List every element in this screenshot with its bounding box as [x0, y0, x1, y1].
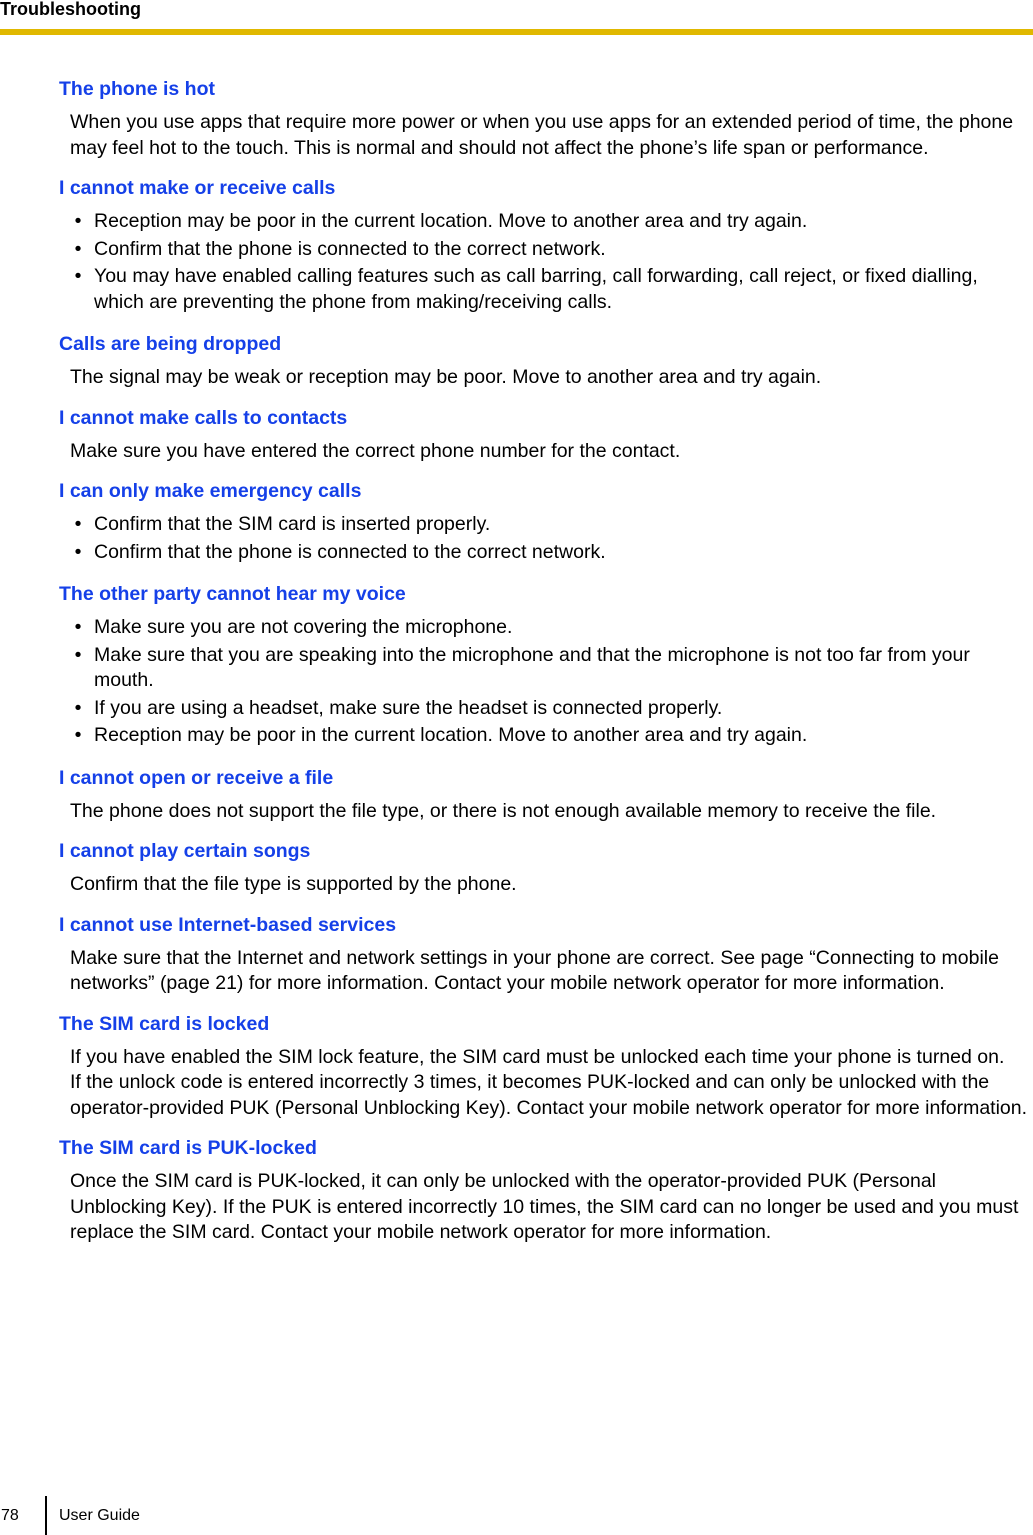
list-item-text: Reception may be poor in the current location. Move to another area and try again.: [94, 210, 808, 232]
footer-divider: [45, 1496, 47, 1535]
section-title: I cannot use Internet-based services: [59, 913, 397, 936]
section-title: I can only make emergency calls: [59, 480, 362, 502]
section-paragraph: If the unlock code is entered incorrectly 3 times, it becomes PUK-locked and can only be unlocked with the operator-provided PUK (Personal Unblocking Key). Contact your mobile network operator for more information.: [70, 1071, 1028, 1119]
section-title: The SIM card is PUK-locked: [59, 1137, 317, 1159]
section: [59, 175, 1033, 317]
section: [59, 581, 1033, 751]
section-paragraph: The signal may be weak or reception may be poor. Move to another area and try again.: [70, 366, 822, 388]
list-item: [59, 696, 1033, 724]
list-item-text: If you are using a headset, make sure the headset is connected properly.: [94, 696, 723, 719]
section-title: I cannot play certain songs: [59, 840, 311, 862]
list-item: [59, 643, 1033, 696]
list-item-text: Confirm that the SIM card is inserted properly.: [94, 513, 491, 535]
section-paragraph: If you have enabled the SIM lock feature, the SIM card must be unlocked each time your phone is turned on.: [70, 1045, 1005, 1068]
section: [59, 405, 1033, 465]
bullet-icon: •: [74, 265, 82, 287]
list-item: [59, 264, 1033, 317]
section: [59, 912, 1033, 997]
section-paragraph: The phone does not support the file type, or there is not enough available memory to receive the file.: [70, 799, 937, 822]
list-item: [59, 615, 1033, 643]
bullet-list: [59, 615, 1033, 751]
list-item: [59, 209, 1033, 237]
section-paragraph: Make sure that the Internet and network settings in your phone are correct. See page “Connecting to mobile networks” (page 21) for more information. Contact your mobile network operator for more information.: [70, 946, 999, 994]
section: [59, 331, 1033, 391]
section-title: I cannot make or receive calls: [59, 177, 336, 199]
header-rule: [0, 29, 1033, 35]
bullet-icon: •: [74, 724, 82, 746]
troubleshooting-content: [59, 76, 1033, 1260]
section: [59, 478, 1033, 567]
bullet-list: [59, 209, 1033, 317]
list-item-text: You may have enabled calling features such as call barring, call forwarding, call reject, or fixed dialling, which are preventing the phone from making/receiving calls.: [94, 265, 978, 313]
bullet-icon: •: [74, 237, 82, 260]
bullet-icon: •: [74, 540, 82, 563]
page-footer: [0, 1496, 1033, 1535]
section-title: I cannot open or receive a file: [59, 766, 334, 789]
list-item-text: Reception may be poor in the current location. Move to another area and try again.: [94, 724, 808, 746]
header-title: Troubleshooting: [0, 0, 141, 19]
section-paragraph: Once the SIM card is PUK-locked, it can only be unlocked with the operator-provided PUK (Personal Unblocking Key). If the PUK is entered incorrectly 10 times, the SIM card can no longer be used and you must replace the SIM card. Contact your mobile network operator for more information.: [70, 1170, 1019, 1243]
section-paragraph: Confirm that the file type is supported by the phone.: [70, 873, 517, 895]
list-item-text: Make sure that you are speaking into the microphone and that the microphone is not too far from your mouth.: [94, 643, 970, 691]
bullet-icon: •: [74, 696, 82, 719]
bullet-list: [59, 512, 1033, 567]
list-item-text: Confirm that the phone is connected to the correct network.: [94, 237, 606, 260]
list-item: [59, 723, 1033, 751]
section-paragraph: Make sure you have entered the correct phone number for the contact.: [70, 439, 681, 462]
list-item: [59, 540, 1033, 568]
list-item-text: Confirm that the phone is connected to the correct network.: [94, 540, 606, 563]
bullet-icon: •: [74, 513, 82, 535]
bullet-icon: •: [74, 210, 82, 232]
list-item-text: Make sure you are not covering the microphone.: [94, 616, 513, 638]
list-item: [59, 512, 1033, 540]
section: [59, 838, 1033, 898]
bullet-icon: •: [74, 643, 82, 666]
section-title: The other party cannot hear my voice: [59, 583, 406, 605]
section: [59, 1011, 1033, 1122]
section-title: The phone is hot: [59, 78, 215, 100]
section: [59, 1135, 1033, 1246]
section: [59, 76, 1033, 161]
section: [59, 765, 1033, 825]
section-title: The SIM card is locked: [59, 1012, 270, 1035]
bullet-icon: •: [74, 616, 82, 638]
list-item: [59, 237, 1033, 265]
section-title: Calls are being dropped: [59, 333, 282, 355]
page-number: 78: [1, 1507, 19, 1524]
section-title: I cannot make calls to contacts: [59, 406, 348, 429]
footer-label: User Guide: [59, 1507, 140, 1524]
section-paragraph: When you use apps that require more power or when you use apps for an extended period of time, the phone may feel hot to the touch. This is normal and should not affect the phone’s life span or performance.: [70, 111, 1014, 159]
